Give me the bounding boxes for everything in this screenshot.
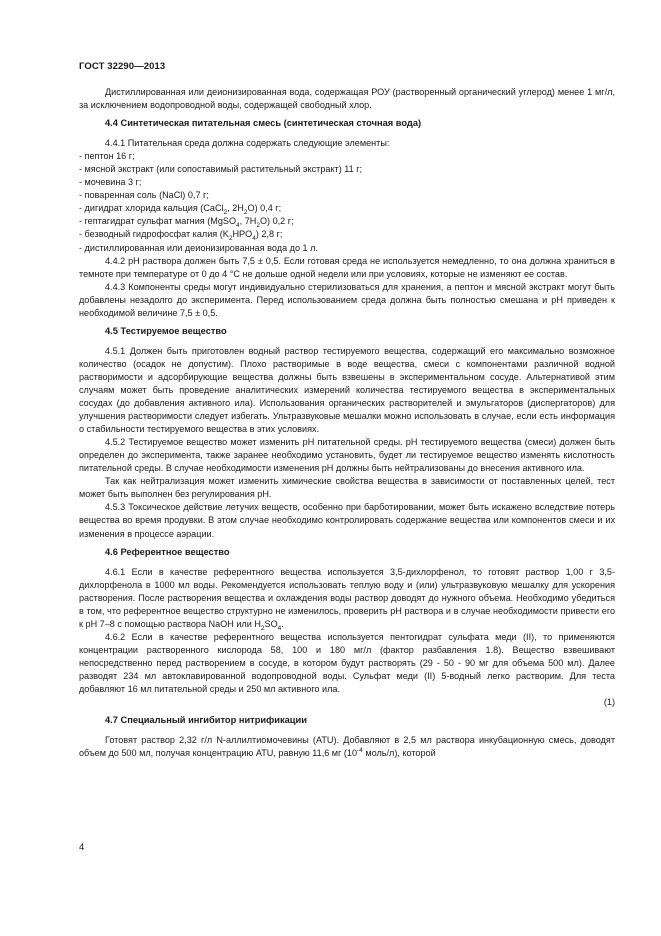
page-number: 4 [79, 842, 85, 853]
paragraph: 4.4.2 pH раствора должен быть 7,5 ± 0,5. Если готовая среда не используется немедленно, то она должна храниться в темноте при температуре от 0 до 4 °C не дольше одной недели или при условиях, которые не изменяют ее состав. [79, 255, 615, 279]
paragraph: 4.6.1 Если в качестве референтного вещества используется 3,5-дихлорфенол, то готовят раствор 1,00 г 3,5-дихлорфенола в 1000 мл воды. Рекомендуется использовать теплую воду и (или) ультразвуковую мешалку для ускорения растворения. После растворения вещества и охлаждения воды раствор доводят до нужного объема. Необходимо убедиться в том, что референтное вещество структурно не изменилось, проверить pH раствора и в случае необходимости привести его к pH 7–8 с помощью раствора NaOH или $H_2SO_4$. [79, 566, 615, 632]
section-heading-4-4: 4.4 Синтетическая питательная смесь (синтетическая сточная вода) [105, 118, 422, 129]
list-item: - пептон 16 г; [79, 151, 135, 162]
list-item: - безводный гидрофосфат калия $(K_2HPO_4)$ 2,8 г; [79, 229, 283, 243]
paragraph: 4.5.1 Должен быть приготовлен водный раствор тестируемого вещества, содержащий его максимально возможное количество (осадок не допустим). Плохо растворимые в воде вещества, смеси с компонентами различной водной растворимости и адсорбирующие вещества должны быть взвешены в экспериментальном сосуде. Альтернативой этим случаям может быть проведение аналитических измерений количества тестируемого вещества в экспериментальных сосудах (до добавления активного ила). Использования органических растворителей и эмульгаторов (диспергаторов) для улучшения растворимости следует избегать. Ультразвуковые мешалки можно использовать в случае, если есть информация о стабильности тестируемого вещества в этих условиях. [79, 345, 615, 435]
list-item: - поваренная соль (NaCl) 0,7 г; [79, 190, 209, 201]
paragraph: 4.4.3 Компоненты среды могут индивидуально стерилизоваться для хранения, а пептон и мясной экстракт могут быть добавлены незадолго до эксперимента. Перед использованием среда должна быть полностью смешана и pH приведен к необходимой величине 7,5 ± 0,5. [79, 281, 615, 318]
paragraph: 4.6.2 Если в качестве референтного вещества используется пентогидрат сульфата меди (II), то применяются концентрации растворенного кислорода 58, 100 и 180 мг/л (фактор разбавления 1.8). Вещество взвешивают непосредственно перед растворением в сосуде, в котором будут растворять (29 - 50 - 90 мг для объема 500 мл). Далее разводят 234 мл автоклавированной водопроводной воды. Сульфат меди (II) 5-водный легко растворим. Для теста добавляют 16 мл питательной среды и 250 мл активного ила. [79, 631, 615, 695]
list-item: - дистиллированная или деионизированная вода до 1 л. [79, 242, 318, 253]
section-heading-4-6: 4.6 Референтное вещество [105, 546, 230, 557]
paragraph: 4.5.2 Тестируемое вещество может изменить pH питательной среды. pH тестируемого вещества (смеси) должен быть определен до эксперимента, также заранее необходимо установить, будет ли тестируемое вещество изменять кислотность питательной среды. В случае необходимости изменения pH должны быть нейтрализованы до внесения активного ила. [79, 437, 615, 474]
list-item: - мочевина 3 г; [79, 177, 142, 188]
section-heading-4-7: 4.7 Специальный ингибитор нитрификации [105, 715, 307, 726]
list-item: - гептагидрат сульфат магния (MgSO$_4$, $7H_2O$) 0,2 г; [79, 216, 294, 230]
paragraph: 4.5.3 Токсическое действие летучих веществ, особенно при барботировании, может быть искажено вследствие потерь вещества во время продувки. В этом случае необходимо контролировать содержание вещества или компонентов смеси и их изменения в процессе аэрации. [79, 502, 615, 539]
paragraph: 4.4.1 Питательная среда должна содержать следующие элементы: [105, 138, 390, 149]
list-item: - дигидрат хлорида кальция (CaCl$_2$, $2H_2O$) 0,4 г; [79, 203, 282, 217]
document-header: ГОСТ 32290—2013 [79, 61, 166, 72]
paragraph: Так как нейтрализация может изменить химические свойства вещества в зависимости от поставленных целей, тест может быть выполнен без регулирования pH. [79, 476, 615, 500]
section-heading-4-5: 4.5 Тестируемое вещество [105, 325, 227, 336]
formula-number: (1) [603, 697, 615, 708]
list-item: - мясной экстракт (или сопоставимый растительный экстракт) 11 г; [79, 164, 363, 175]
paragraph: Готовят раствор 2,32 г/л N-аллилтиомочевины (ATU). Добавляют в 2,5 мл раствора инкубационную смесь, доводят объем до 500 мл, получая концентрацию ATU, равную 11,6 мг ($10^{-4}$ моль/л), которой [79, 735, 615, 759]
document-body [79, 86, 615, 760]
paragraph: Дистиллированная или деионизированная вода, содержащая РОУ (растворенный органический углерод) менее 1 мг/л, за исключением водопроводной воды, содержащей свободный хлор. [79, 87, 615, 111]
